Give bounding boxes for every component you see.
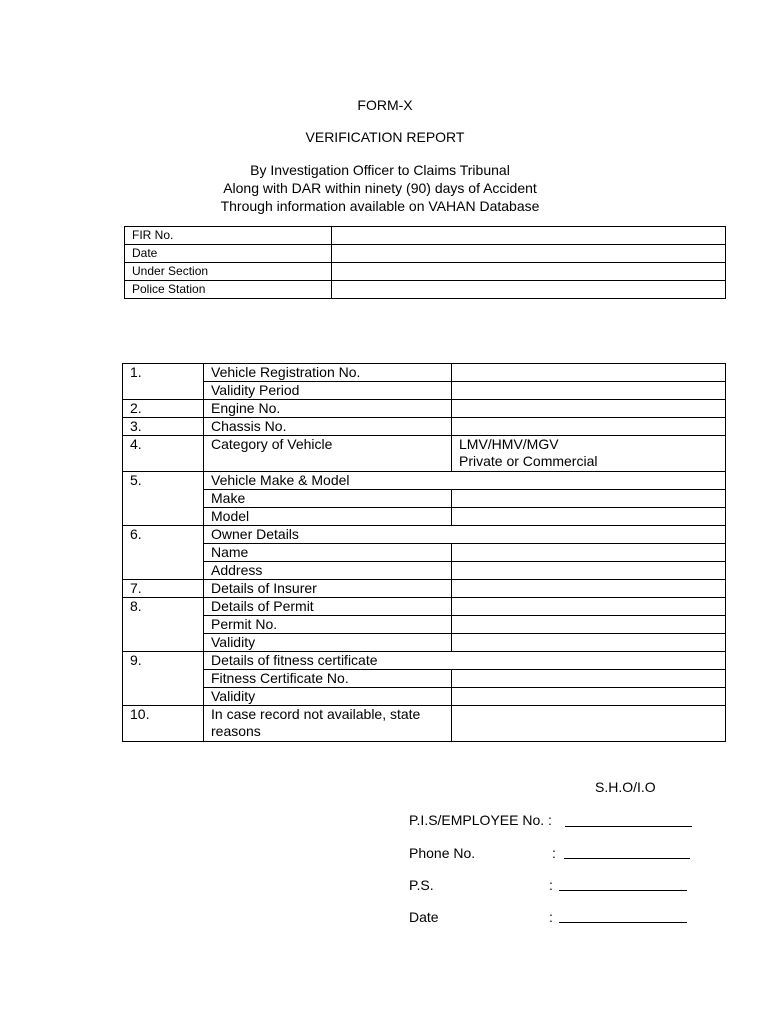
fir-no-label: FIR No. — [125, 227, 332, 245]
section-heading: Owner Details — [204, 526, 726, 544]
row-number: 8. — [123, 598, 204, 652]
table-row — [123, 490, 726, 508]
form-id: FORM-X — [357, 97, 413, 113]
employee-no-label: P.I.S/EMPLOYEE No. : — [409, 812, 552, 828]
subtitle-line: Along with DAR within ninety (90) days of Accident — [223, 180, 537, 196]
table-row — [123, 616, 726, 634]
date-label: Date — [409, 909, 439, 925]
item-label: Validity — [204, 688, 452, 706]
police-station-value[interactable] — [332, 281, 726, 299]
item-label: Category of Vehicle — [204, 436, 452, 472]
item-label: Model — [204, 508, 452, 526]
table-row — [123, 382, 726, 400]
item-label: Permit No. — [204, 616, 452, 634]
item-label: Address — [204, 562, 452, 580]
item-value[interactable] — [452, 544, 726, 562]
item-label: Vehicle Registration No. — [204, 364, 452, 382]
ps-label: P.S. — [409, 877, 434, 893]
designation: S.H.O/I.O — [595, 779, 656, 795]
table-row — [123, 400, 726, 418]
ps-colon: : — [549, 877, 553, 893]
row-number: 6. — [123, 526, 204, 580]
fir-table — [124, 226, 726, 299]
table-row — [125, 263, 726, 281]
subtitle-line: Through information available on VAHAN Database — [220, 198, 540, 214]
item-label: Chassis No. — [204, 418, 452, 436]
row-number: 4. — [123, 436, 204, 472]
under-section-value[interactable] — [332, 263, 726, 281]
row-number: 1. — [123, 364, 204, 400]
under-section-label: Under Section — [125, 263, 332, 281]
table-row — [125, 281, 726, 299]
item-value[interactable] — [452, 400, 726, 418]
table-row — [123, 688, 726, 706]
table-row — [123, 526, 726, 544]
item-value[interactable] — [452, 598, 726, 616]
item-value[interactable] — [452, 580, 726, 598]
table-row — [123, 670, 726, 688]
row-number: 2. — [123, 400, 204, 418]
table-row — [123, 652, 726, 670]
date-line[interactable] — [559, 922, 687, 923]
report-title: VERIFICATION REPORT — [305, 129, 465, 145]
item-label: Engine No. — [204, 400, 452, 418]
item-label: Details of Insurer — [204, 580, 452, 598]
item-label: Name — [204, 544, 452, 562]
table-row — [123, 634, 726, 652]
row-number: 10. — [123, 706, 204, 742]
phone-no-label: Phone No. — [409, 845, 476, 861]
category-options: LMV/HMV/MGV — [459, 436, 559, 452]
table-row — [125, 227, 726, 245]
table-row — [123, 436, 726, 472]
phone-no-colon: : — [552, 845, 556, 861]
row-number: 5. — [123, 472, 204, 526]
item-value[interactable] — [452, 634, 726, 652]
category-type: Private or Commercial — [459, 453, 598, 469]
table-row — [123, 562, 726, 580]
vehicle-details-table — [122, 363, 726, 742]
section-heading: Vehicle Make & Model — [204, 472, 726, 490]
item-label: Validity — [204, 634, 452, 652]
item-value[interactable] — [452, 616, 726, 634]
date-colon: : — [549, 909, 553, 925]
table-row — [123, 508, 726, 526]
table-row — [123, 706, 726, 742]
table-row — [123, 580, 726, 598]
item-label-line: In case record not available, state — [211, 706, 421, 722]
employee-no-line[interactable] — [565, 826, 692, 827]
table-row — [123, 472, 726, 490]
row-number: 9. — [123, 652, 204, 706]
table-row — [125, 245, 726, 263]
table-row — [123, 418, 726, 436]
date-value[interactable] — [332, 245, 726, 263]
table-row — [123, 364, 726, 382]
row-number: 7. — [123, 580, 204, 598]
item-value — [452, 436, 726, 472]
subtitle — [0, 161, 770, 215]
item-value[interactable] — [452, 364, 726, 382]
fir-no-value[interactable] — [332, 227, 726, 245]
date-label: Date — [125, 245, 332, 263]
subtitle-line: By Investigation Officer to Claims Tribunal — [250, 162, 510, 178]
item-value[interactable] — [452, 382, 726, 400]
item-value[interactable] — [452, 688, 726, 706]
item-value[interactable] — [452, 706, 726, 742]
item-label: Validity Period — [204, 382, 452, 400]
item-label — [204, 706, 452, 742]
table-row — [123, 544, 726, 562]
item-value[interactable] — [452, 508, 726, 526]
item-label-line: reasons — [211, 723, 261, 739]
item-label: Fitness Certificate No. — [204, 670, 452, 688]
police-station-label: Police Station — [125, 281, 332, 299]
ps-line[interactable] — [559, 890, 687, 891]
item-label: Details of Permit — [204, 598, 452, 616]
table-row — [123, 598, 726, 616]
section-heading: Details of fitness certificate — [204, 652, 726, 670]
item-label: Make — [204, 490, 452, 508]
item-value[interactable] — [452, 490, 726, 508]
item-value[interactable] — [452, 418, 726, 436]
row-number: 3. — [123, 418, 204, 436]
item-value[interactable] — [452, 562, 726, 580]
item-value[interactable] — [452, 670, 726, 688]
phone-no-line[interactable] — [564, 858, 690, 859]
